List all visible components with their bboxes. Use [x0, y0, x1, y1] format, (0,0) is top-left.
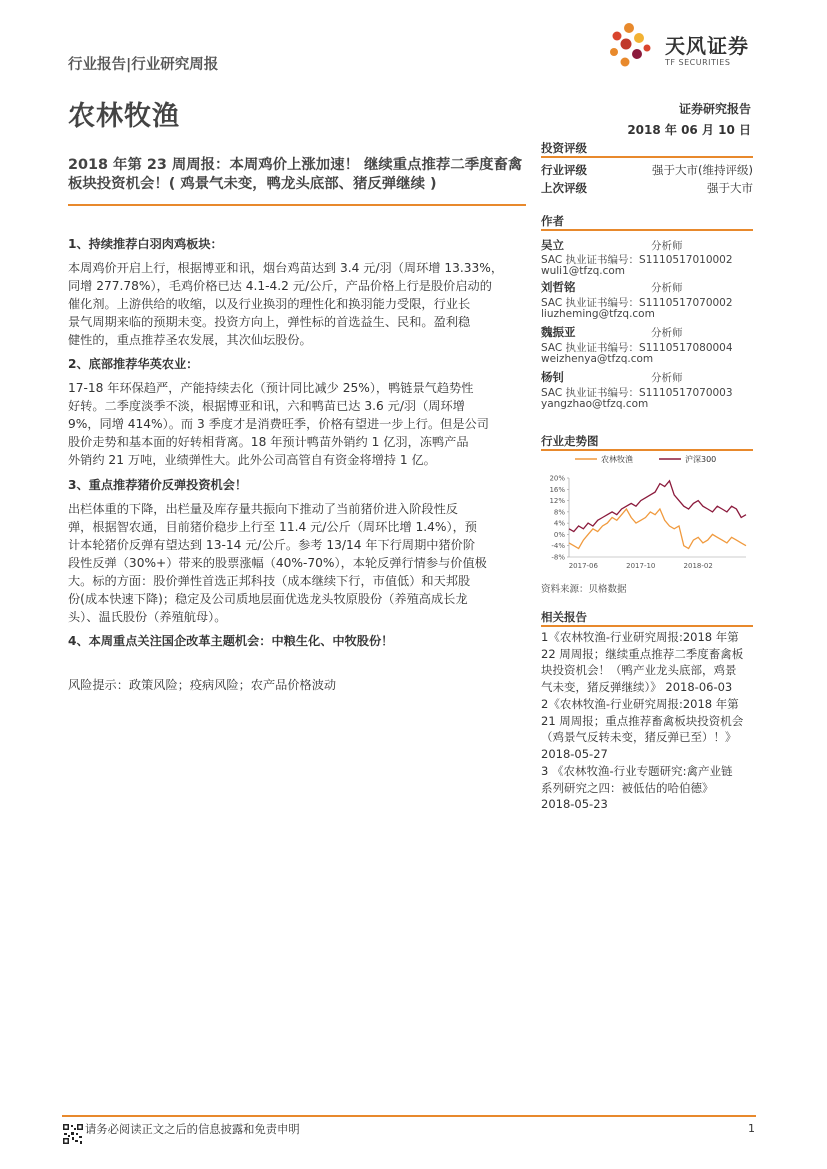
author-name: 魏振亚 [541, 325, 576, 339]
author-cert: SAC 执业证书编号：S1110517010002 [541, 254, 733, 266]
related-line: 2018-05-27 [541, 746, 608, 761]
chart-x-axis [569, 562, 713, 570]
body-line: 段性反弹（30%+）带来的股票涨幅（40%-70%），本轮反弹行情参与价值极 [68, 556, 487, 570]
chart-y-tick-label: 12% [549, 497, 565, 506]
section-2-body [68, 379, 524, 469]
related-report-2[interactable] [541, 696, 753, 762]
trend-title: 行业走势图 [541, 434, 599, 448]
industry-rating-value: 强于大市(维持评级) [652, 163, 753, 177]
chart-y-tick-label: -4% [551, 542, 565, 551]
author-cert: SAC 执业证书编号：S1110517070003 [541, 387, 733, 399]
chart-y-tick-label: 4% [553, 519, 565, 528]
chart-y-tick-label: 0% [553, 530, 565, 539]
related-line: 块投资机会！（鸭产业龙头底部，鸡景 [541, 663, 737, 678]
author-email[interactable]: wuli1@tfzq.com [541, 265, 626, 277]
chart-source: 资料来源：贝格数据 [541, 584, 627, 595]
chart-legend-label: 农林牧渔 [601, 455, 633, 464]
chart-y-tick-label: -8% [551, 553, 565, 562]
body-line: 景气周期来临的预期未变。投资方向上，弹性标的首选益生、民和。盈利稳 [68, 315, 471, 329]
risk-notice: 风险提示：政策风险；疫病风险；农产品价格波动 [68, 678, 337, 692]
author-email[interactable]: yangzhao@tfzq.com [541, 398, 649, 410]
body-line: 好转。二季度淡季不淡，根据博亚和讯，六和鸭苗已达 3.6 元/羽（周环增 [68, 399, 465, 413]
report-type: 证券研究报告 [678, 102, 751, 116]
trend-chart [541, 452, 753, 577]
report-category: 行业报告|行业研究周报 [68, 57, 219, 73]
body-line: 计本轮猪价反弹有望达到 13-14 元/公斤。参考 13/14 年下行周期中猪价阶 [68, 538, 476, 552]
chart-series-line-2 [569, 481, 746, 532]
related-line: （鸡景气反转未变，猪反弹已至）！》 [541, 730, 737, 745]
chart-legend [575, 454, 716, 464]
related-divider [541, 625, 753, 627]
title-divider [68, 204, 526, 206]
chart-series [569, 481, 746, 549]
section-1-heading: 1、持续推荐白羽肉鸡板块： [68, 237, 223, 251]
chart-y-axis [549, 475, 565, 562]
related-line: 2《农林牧渔-行业研究周报:2018 年第 [541, 697, 739, 711]
section-3-body [68, 500, 524, 626]
author-email[interactable]: liuzheming@tfzq.com [541, 308, 655, 320]
chart-x-tick-label: 2017-10 [626, 562, 656, 570]
author-name: 刘哲铭 [541, 280, 576, 294]
rating-divider [541, 156, 753, 158]
page-number: 1 [748, 1122, 755, 1135]
section-4-heading: 4、本周重点关注国企改革主题机会：中粮生化、中牧股份！ [68, 634, 394, 648]
author-role: 分析师 [651, 240, 683, 252]
body-line: 大。标的方面：股价弹性首选正邦科技（成本继续下行，市值低）和天邦股 [68, 574, 471, 588]
author-email[interactable]: weizhenya@tfzq.com [541, 353, 654, 365]
body-line: 催化剂。上游供给的收缩，以及行业换羽的理性化和换羽能力受限，行业长 [68, 297, 471, 311]
author-name: 杨钊 [541, 370, 564, 384]
sector-title: 农林牧渔 [68, 101, 180, 132]
author-name: 吴立 [541, 238, 564, 252]
logo-mark-icon [607, 22, 657, 72]
body-line: 弹，根据智农通，目前猪价稳步上行至 11.4 元/公斤（周环比增 1.4%），预 [68, 520, 477, 534]
author-role: 分析师 [651, 327, 683, 339]
report-date: 2018 年 06 月 10 日 [627, 123, 751, 137]
author-cert: SAC 执业证书编号：S1110517080004 [541, 342, 733, 354]
chart-y-tick-label: 16% [549, 485, 565, 494]
body-line: 头）、温氏股份（养殖航母）。 [68, 610, 227, 624]
body-line: 9%，同增 414%）。而 3 季度才是消费旺季，价格有望进一步上行。但是公司 [68, 417, 489, 431]
rating-title: 投资评级 [541, 141, 587, 155]
authors-divider [541, 229, 753, 231]
related-line: 1《农林牧渔-行业研究周报:2018 年第 [541, 630, 739, 644]
body-line: 同增 277.78%），毛鸡价格已达 4.1-4.2 元/公斤，产品价格上行是股价启动的 [68, 279, 492, 293]
logo-text: 天风证券 [665, 34, 749, 58]
industry-rating-label: 行业评级 [541, 163, 587, 177]
related-line: 系列研究之四：被低估的哈伯德》 [541, 780, 714, 795]
prev-rating-label: 上次评级 [541, 181, 587, 195]
prev-rating-value: 强于大市 [707, 181, 753, 195]
related-line: 3 《农林牧渔-行业专题研究:禽产业链 [541, 764, 733, 778]
body-line: 股价走势和基本面的好转相背离。18 年预计鸭苗外销约 1 亿羽，冻鸭产品 [68, 435, 469, 449]
related-report-1[interactable] [541, 629, 753, 695]
chart-y-tick-label: 20% [549, 474, 565, 483]
chart-x-tick-label: 2017-06 [568, 562, 598, 570]
chart-series-line-1 [569, 509, 746, 549]
section-2-heading: 2、底部推荐华英农业： [68, 357, 199, 371]
related-line: 22 周周报；继续重点推荐二季度畜禽板 [541, 646, 744, 661]
authors-title: 作者 [541, 214, 564, 228]
author-role: 分析师 [651, 282, 683, 294]
related-title: 相关报告 [541, 610, 587, 624]
footer-disclaimer: 请务必阅读正文之后的信息披露和免责申明 [85, 1123, 300, 1136]
qr-code-icon[interactable] [62, 1123, 84, 1145]
footer-divider [62, 1115, 756, 1117]
chart-x-tick-label: 2018-02 [683, 562, 713, 570]
company-logo [607, 22, 767, 77]
related-line: 2018-05-23 [541, 797, 608, 812]
section-1-body [68, 259, 524, 349]
body-line: 本周鸡价开启上行，根据博亚和讯，烟台鸡苗达到 3.4 元/羽（周环增 13.33%， [68, 261, 504, 275]
body-line: 份(成本快速下降)；稳定及公司质地层面优选龙头牧原股份（养殖高成长龙 [68, 592, 468, 606]
body-line: 健性的，重点推荐圣农发展，其次仙坛股份。 [68, 333, 312, 347]
related-line: 21 周周报；重点推荐畜禽板块投资机会 [541, 713, 744, 728]
author-role: 分析师 [651, 372, 683, 384]
section-3-heading: 3、重点推荐猪价反弹投资机会！ [68, 478, 248, 492]
report-title: 2018 年第 23 周周报：本周鸡价上涨加速！ 继续重点推荐二季度畜禽板块投资机会！( 鸡景气未变，鸭龙头底部、猪反弹继续 ) [68, 157, 523, 192]
chart-legend-label: 沪深300 [685, 455, 717, 464]
author-cert: SAC 执业证书编号：S1110517070002 [541, 297, 733, 309]
body-line: 出栏体重的下降，出栏量及库存量共振向下推动了当前猪价进入阶段性反 [68, 502, 458, 516]
chart-y-tick-label: 8% [553, 508, 565, 517]
related-report-3[interactable] [541, 763, 753, 813]
body-line: 外销约 21 万吨，业绩弹性大。此外公司高管自有资金将增持 1 亿。 [68, 453, 436, 467]
trend-divider [541, 449, 753, 451]
related-line: 气未变，猪反弹继续）》 2018-06-03 [541, 679, 733, 694]
logo-subtext: TF SECURITIES [665, 58, 731, 67]
body-line: 17-18 年环保趋严，产能持续去化（预计同比减少 25%），鸭链景气趋势性 [68, 381, 474, 395]
